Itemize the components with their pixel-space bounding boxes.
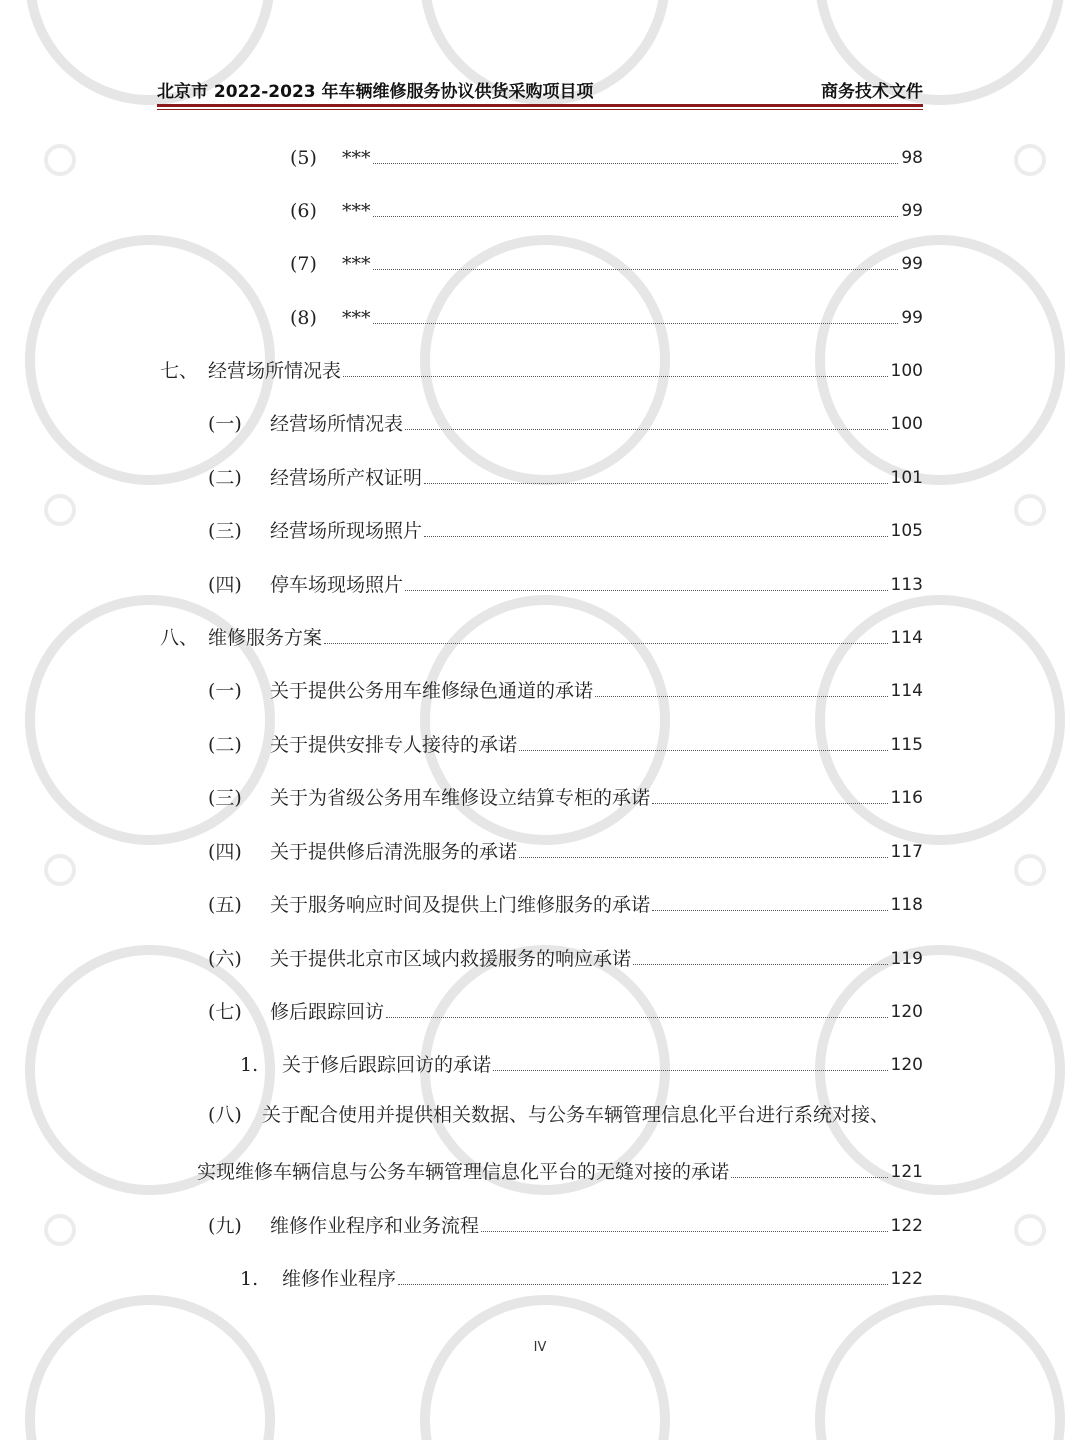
toc-entry-number: (六) xyxy=(208,948,242,970)
toc-dot-leader xyxy=(373,216,899,217)
toc-entry-number: (7) xyxy=(290,253,317,275)
page-header xyxy=(157,76,923,102)
toc-entry[interactable] xyxy=(290,300,923,330)
toc-entry-number: 1. xyxy=(240,1268,259,1290)
toc-entry-title: 经营场所现场照片 xyxy=(270,520,423,542)
toc-dot-leader xyxy=(373,323,899,324)
toc-entry-number: 八、 xyxy=(160,627,199,649)
toc-entry-page: 114 xyxy=(890,628,923,648)
toc-entry-number: (八) xyxy=(208,1104,242,1126)
toc-entry[interactable] xyxy=(208,727,923,757)
toc-entry-number: (四) xyxy=(208,574,242,596)
toc-dot-leader xyxy=(398,1284,888,1285)
toc-dot-leader xyxy=(405,590,888,591)
toc-dot-leader xyxy=(424,536,888,537)
toc-entry-page: 101 xyxy=(890,468,923,488)
toc-dot-leader xyxy=(633,964,888,965)
toc-entry-number: (5) xyxy=(290,147,317,169)
toc-entry-page: 117 xyxy=(890,842,923,862)
toc-dot-leader xyxy=(493,1070,888,1071)
toc-entry-title: *** xyxy=(342,200,371,222)
toc-entry-title: 维修服务方案 xyxy=(208,627,323,649)
toc-dot-leader xyxy=(386,1017,888,1018)
header-title: 北京市 2022-2023 年车辆维修服务协议供货采购项目项 xyxy=(157,82,594,102)
toc-entry[interactable] xyxy=(240,1261,923,1291)
toc-entry-page: 119 xyxy=(890,949,923,969)
toc-entry[interactable] xyxy=(160,620,923,650)
page-number: IV xyxy=(533,1340,547,1355)
toc-entry-title: 关于为省级公务用车维修设立结算专柜的承诺 xyxy=(270,787,651,809)
toc-entry-page: 120 xyxy=(890,1002,923,1022)
toc-entry-page: 105 xyxy=(890,521,923,541)
toc-entry-title: 停车场现场照片 xyxy=(270,574,404,596)
toc-entry[interactable] xyxy=(208,834,923,864)
toc-entry[interactable] xyxy=(290,193,923,223)
toc-entry-number: (6) xyxy=(290,200,317,222)
toc-entry[interactable] xyxy=(208,780,923,810)
toc-entry-page: 98 xyxy=(901,148,923,168)
toc-entry-title: 修后跟踪回访 xyxy=(270,1001,385,1023)
toc-entry-page: 100 xyxy=(890,361,923,381)
toc-dot-leader xyxy=(595,696,888,697)
toc-entry[interactable] xyxy=(290,246,923,276)
toc-entry-wrapped[interactable] xyxy=(208,1103,889,1127)
toc-entry-page: 116 xyxy=(890,788,923,808)
toc-entry-page: 113 xyxy=(890,575,923,595)
toc-entry[interactable] xyxy=(208,941,923,971)
toc-entry-title: 维修作业程序和业务流程 xyxy=(270,1215,480,1237)
toc-entry-title: 关于提供北京市区域内救援服务的响应承诺 xyxy=(270,948,632,970)
toc-entry-title: 关于提供安排专人接待的承诺 xyxy=(270,734,518,756)
toc-entry-page: 120 xyxy=(890,1055,923,1075)
toc-entry-number: (五) xyxy=(208,894,242,916)
toc-dot-leader xyxy=(519,750,888,751)
toc-entry-number: (一) xyxy=(208,680,242,702)
toc-entry-page: 100 xyxy=(890,414,923,434)
toc-dot-leader xyxy=(652,910,888,911)
toc-entry[interactable] xyxy=(208,887,923,917)
toc-entry-number: (三) xyxy=(208,787,242,809)
header-doc-type: 商务技术文件 xyxy=(821,82,923,102)
toc-entry-page: 99 xyxy=(901,308,923,328)
toc-entry[interactable] xyxy=(208,460,923,490)
toc-dot-leader xyxy=(519,857,888,858)
toc-entry-page: 118 xyxy=(890,895,923,915)
toc-entry-page: 121 xyxy=(890,1162,923,1182)
toc-dot-leader xyxy=(424,483,888,484)
toc-entry-number: (四) xyxy=(208,841,242,863)
toc-dot-leader xyxy=(373,269,899,270)
toc-entry[interactable] xyxy=(240,1047,923,1077)
toc-entry[interactable] xyxy=(290,140,923,170)
toc-entry-title: 经营场所情况表 xyxy=(208,360,342,382)
toc-entry-number: 七、 xyxy=(160,360,199,382)
toc-entry-title: 经营场所产权证明 xyxy=(270,467,423,489)
toc-entry[interactable] xyxy=(208,567,923,597)
header-rule-thin xyxy=(157,109,923,110)
toc-entry-number: (三) xyxy=(208,520,242,542)
toc-dot-leader xyxy=(481,1231,888,1232)
toc-entry-title: 维修作业程序 xyxy=(282,1268,397,1290)
toc-entry-number: (8) xyxy=(290,307,317,329)
toc-entry-page: 122 xyxy=(890,1269,923,1289)
header-rule xyxy=(157,104,923,107)
toc-entry-number: (九) xyxy=(208,1215,242,1237)
toc-dot-leader xyxy=(373,163,899,164)
toc-entry-page: 115 xyxy=(890,735,923,755)
toc-entry[interactable] xyxy=(208,1208,923,1238)
toc-dot-leader xyxy=(343,376,888,377)
toc-dot-leader xyxy=(324,643,888,644)
toc-entry-title: 关于提供公务用车维修绿色通道的承诺 xyxy=(270,680,594,702)
toc-entry[interactable] xyxy=(208,513,923,543)
toc-entry-number: (二) xyxy=(208,467,242,489)
toc-entry-title: 关于修后跟踪回访的承诺 xyxy=(282,1054,492,1076)
toc-entry-title: 实现维修车辆信息与公务车辆管理信息化平台的无缝对接的承诺 xyxy=(197,1161,730,1183)
toc-entry[interactable] xyxy=(208,673,923,703)
toc-entry-page: 122 xyxy=(890,1216,923,1236)
toc-entry[interactable] xyxy=(208,994,923,1024)
toc-dot-leader xyxy=(405,429,888,430)
toc-entry-page: 114 xyxy=(890,681,923,701)
toc-entry-title: *** xyxy=(342,307,371,329)
toc-entry[interactable] xyxy=(160,353,923,383)
toc-entry-title: 关于配合使用并提供相关数据、与公务车辆管理信息化平台进行系统对接、 xyxy=(262,1104,890,1126)
toc-entry-page: 99 xyxy=(901,254,923,274)
toc-entry-title: 经营场所情况表 xyxy=(270,413,404,435)
toc-entry-number: (七) xyxy=(208,1001,242,1023)
toc-entry-number: 1. xyxy=(240,1054,259,1076)
toc-entry-page: 99 xyxy=(901,201,923,221)
toc-dot-leader xyxy=(731,1177,888,1178)
toc-entry-number: (一) xyxy=(208,413,242,435)
toc-entry[interactable] xyxy=(208,406,923,436)
toc-entry-title: 关于提供修后清洗服务的承诺 xyxy=(270,841,518,863)
toc-entry-continuation[interactable] xyxy=(197,1154,923,1184)
toc-entry-title: *** xyxy=(342,253,371,275)
toc-entry-number: (二) xyxy=(208,734,242,756)
toc-entry-title: *** xyxy=(342,147,371,169)
toc-entry-title: 关于服务响应时间及提供上门维修服务的承诺 xyxy=(270,894,651,916)
toc-dot-leader xyxy=(652,803,888,804)
